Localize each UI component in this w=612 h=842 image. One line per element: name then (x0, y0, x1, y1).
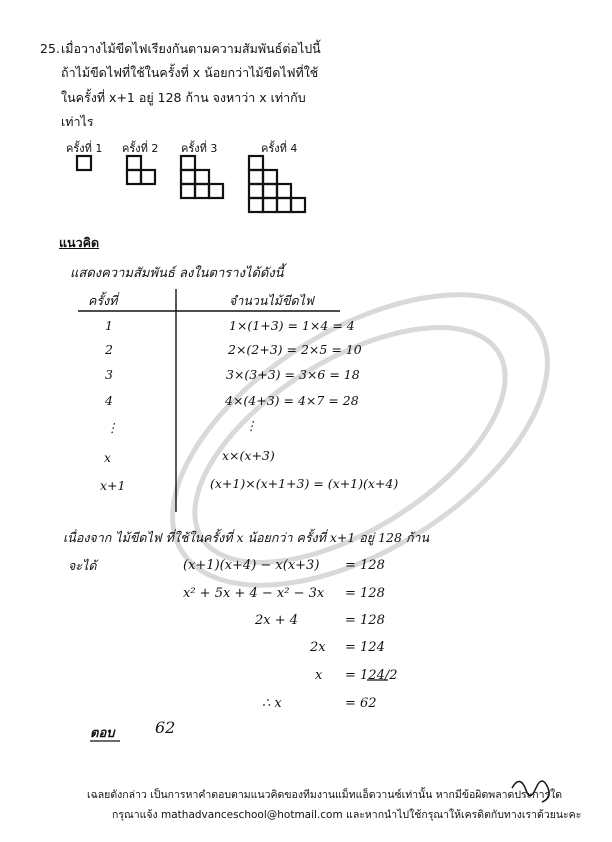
answer-label: ตอบ (90, 726, 115, 741)
figure-4 (249, 156, 305, 212)
solution-intro: แสดงความสัมพันธ์ ลงในตารางได้ดังนี้ (70, 266, 284, 281)
figure-3 (181, 156, 223, 198)
figure-2 (127, 156, 155, 184)
table-row-2-n: 2 (105, 342, 113, 357)
equation-4-rhs: = 124 (345, 640, 385, 655)
table-row-7-count: (x+1)×(x+1+3) = (x+1)(x+4) (210, 476, 399, 491)
table-row-4-count: 4×(4+3) = 4×7 = 28 (225, 393, 359, 408)
solution-heading: แนวคิด (59, 235, 100, 250)
equation-2-lhs: x² + 5x + 4 − x² − 3x (183, 586, 325, 601)
table-row-6-n: x (104, 450, 112, 465)
question-line-2: ถ้าไม้ขีดไฟที่ใช้ในครั้งที่ x น้อยกว่าไม้ขีดไฟที่ใช้ (61, 65, 319, 80)
equation-3-rhs: = 128 (345, 613, 385, 628)
equation-6-rhs: = 62 (345, 696, 377, 711)
question-line-1: เมื่อวางไม้ขีดไฟเรียงกันตามความสัมพันธ์ต่อไปนี้ (61, 41, 321, 56)
table-header-count: จำนวนไม้ขีดไฟ (229, 293, 314, 308)
footer-line-2: กรุณาแจ้ง mathadvanceschool@hotmail.com และหากนำไปใช้กรุณาให้เครดิตกับทางเราด้วยนะคะ (112, 809, 582, 821)
get-label: จะได้ (68, 558, 97, 573)
answer-value: 62 (155, 718, 176, 737)
table-header-attempt: ครั้งที่ (88, 293, 118, 308)
table-row-3-n: 3 (105, 367, 113, 382)
question-line-4: เท่าไร (61, 114, 94, 129)
table-row-6-count: x×(x+3) (222, 448, 275, 463)
question-number: 25. (40, 41, 60, 56)
table-row-1-count: 1×(1+3) = 1×4 = 4 (229, 318, 355, 333)
table-row-5-count: ⋮ (245, 418, 258, 433)
figure-1-square (77, 156, 91, 170)
figure-label-2: ครั้งที่ 2 (122, 142, 159, 155)
equation-5-rhs: = 124/2 (345, 668, 398, 683)
equation-5-lhs: x (315, 668, 323, 683)
figure-label-1: ครั้งที่ 1 (66, 142, 103, 155)
equation-6-lhs: ∴ x (262, 696, 282, 711)
question-line-3: ในครั้งที่ x+1 อยู่ 128 ก้าน จงหาว่า x เท่ากับ (61, 90, 306, 105)
table-row-3-count: 3×(3+3) = 3×6 = 18 (226, 367, 360, 382)
equation-1-lhs: (x+1)(x+4) − x(x+3) (183, 558, 320, 573)
table-row-7-n: x+1 (100, 478, 126, 493)
figure-label-4: ครั้งที่ 4 (261, 142, 298, 155)
table-row-2-count: 2×(2+3) = 2×5 = 10 (228, 342, 362, 357)
figure-label-3: ครั้งที่ 3 (181, 142, 218, 155)
equation-4-lhs: 2x (310, 640, 326, 655)
equation-1-rhs: = 128 (345, 558, 385, 573)
table-row-4-n: 4 (105, 393, 113, 408)
equation-3-lhs: 2x + 4 (255, 613, 299, 628)
solution-statement: เนื่องจาก ไม้ขีดไฟ ที่ใช้ในครั้งที่ x น้อยกว่า ครั้งที่ x+1 อยู่ 128 ก้าน (63, 530, 430, 545)
footer-line-1: เฉลยดังกล่าว เป็นการหาคำตอบตามแนวคิดของทีมงานแม็ทแอ็ดวานซ์เท่านั้น หากมีข้อผิดพลาดประการใด (87, 789, 563, 801)
table-row-5-n: ⋮ (106, 420, 119, 435)
equation-2-rhs: = 128 (345, 586, 385, 601)
table-row-1-n: 1 (105, 318, 113, 333)
